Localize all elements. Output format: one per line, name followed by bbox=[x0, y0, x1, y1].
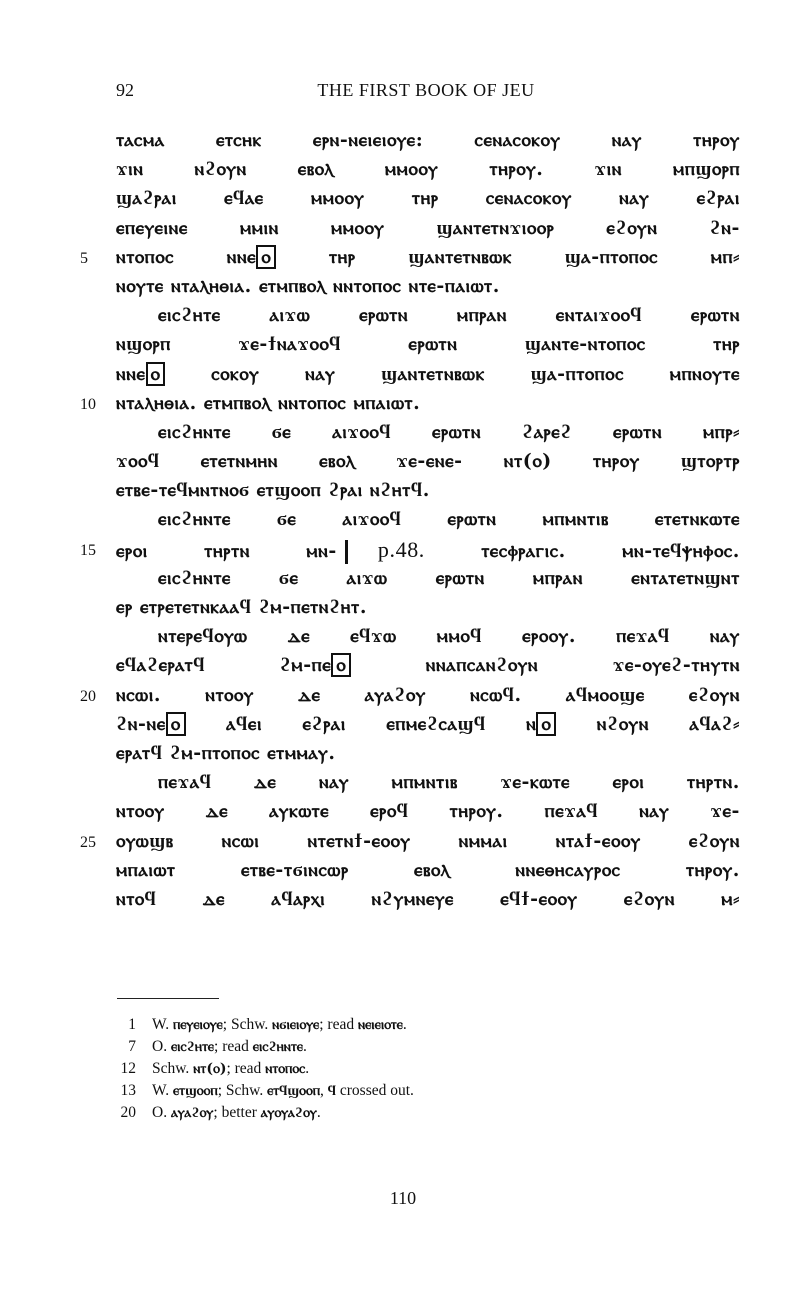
line-text bbox=[116, 651, 740, 680]
footnote-line-ref: 7 bbox=[128, 1038, 136, 1055]
line-number: 15 bbox=[80, 541, 96, 559]
text-line bbox=[80, 243, 740, 272]
text-line bbox=[80, 622, 740, 651]
coptic-variant: ⲉⲓⲥϩⲏⲛⲧⲉ bbox=[252, 1039, 303, 1055]
line-text: ⲙⲡⲁⲓⲱⲧ ⲉⲧⲃⲉ-ⲧϭⲓⲛⲥⲱⲣ ⲉⲃⲟⲗ ⲛⲛⲉⲑⲏⲥⲁⲩⲣⲟⲥ ⲧⲏⲣⲟⲩ. bbox=[116, 858, 740, 881]
footnote bbox=[110, 1080, 670, 1102]
coptic-variant: ⲉⲧϥϣⲟⲟⲡ bbox=[267, 1083, 321, 1099]
line-text: ⲛⲧⲟⲟⲩ ⲇⲉ ⲁⲩⲕⲱⲧⲉ ⲉⲣⲟϥ ⲧⲏⲣⲟⲩ. ⲡⲉϫⲁϥ ⲛⲁⲩ ϫⲉ- bbox=[116, 800, 740, 823]
manuscript-page-reference: p.48. bbox=[377, 536, 425, 562]
footnote-line-ref: 12 bbox=[120, 1060, 136, 1077]
line-text: ⲉⲓⲥϩⲏⲛⲧⲉ ϭⲉ ⲁⲓϫⲟⲟϥ ⲉⲣⲱⲧⲛ ⲙⲡⲙⲛⲧⲓⲃ ⲉⲧⲉⲧⲛⲕⲱⲧⲉ bbox=[158, 508, 740, 531]
line-segment: ⲉϥⲁϩⲉⲣⲁⲧϥ ϩⲙ-ⲡⲉ bbox=[116, 654, 332, 677]
footnote-line-ref: 1 bbox=[128, 1016, 136, 1033]
text-line bbox=[80, 564, 740, 593]
line-text: ⲉⲓⲥϩⲏⲧⲉ ⲁⲓϫⲱ ⲉⲣⲱⲧⲛ ⲙⲡⲣⲁⲛ ⲉⲛⲧⲁⲓϫⲟⲟϥ ⲉⲣⲱⲧⲛ bbox=[158, 304, 740, 327]
line-text: ⲡⲉϫⲁϥ ⲇⲉ ⲛⲁⲩ ⲙⲡⲙⲛⲧⲓⲃ ϫⲉ-ⲕⲱⲧⲉ ⲉⲣⲟⲓ ⲧⲏⲣⲧⲛ. bbox=[158, 771, 740, 794]
boxed-symbol: ⲟ bbox=[256, 245, 276, 269]
text-line bbox=[80, 535, 740, 564]
line-text: ⲉⲡⲉⲩⲉⲓⲛⲉ ⲙⲙⲓⲛ ⲙⲙⲟⲟⲩ ϣⲁⲛⲧⲉⲧⲛϫⲓⲟⲟⲣ ⲉϩⲟⲩⲛ ϩⲛ- bbox=[116, 216, 740, 239]
coptic-variant: ⲉⲓⲥϩⲏⲧⲉ bbox=[170, 1039, 215, 1055]
text-line bbox=[80, 827, 740, 856]
apparatus-text: ; read bbox=[214, 1038, 253, 1055]
text-line bbox=[80, 184, 740, 213]
line-segment: ⲛⲧⲟⲡⲟⲥ ⲛⲛⲉ bbox=[116, 245, 257, 268]
apparatus-text: , bbox=[320, 1082, 328, 1099]
footnote-rule bbox=[117, 998, 219, 999]
text-line bbox=[80, 885, 740, 914]
line-text bbox=[116, 360, 740, 389]
text-line bbox=[80, 710, 740, 739]
folio-number: 92 bbox=[116, 80, 134, 100]
text-line bbox=[80, 681, 740, 710]
line-text bbox=[116, 243, 740, 272]
line-text: ⲉⲣ ⲉⲧⲣⲉⲧⲉⲧⲛⲕⲁⲁϥ ϩⲙ-ⲡⲉⲧⲛϩⲏⲧ. bbox=[116, 596, 368, 618]
line-text: ⲛⲟⲩⲧⲉ ⲛⲧⲁⲗⲏⲑⲓⲁ. ⲉⲧⲙⲡⲃⲟⲗ ⲛⲛⲧⲟⲡⲟⲥ ⲛⲧⲉ-ⲡⲁⲓⲱⲧ. bbox=[116, 274, 500, 297]
text-line bbox=[80, 593, 740, 622]
apparatus-text: . bbox=[305, 1060, 310, 1077]
line-text: ϫⲓⲛ ⲛϩⲟⲩⲛ ⲉⲃⲟⲗ ⲙⲙⲟⲟⲩ ⲧⲏⲣⲟⲩ. ϫⲓⲛ ⲙⲡϣⲟⲣⲡ bbox=[116, 158, 740, 181]
text-line bbox=[80, 330, 740, 359]
text-line bbox=[80, 272, 740, 301]
footnote bbox=[110, 1036, 670, 1058]
text-line bbox=[80, 418, 740, 447]
coptic-variant: ⲡⲉⲩⲉⲓⲟⲩⲉ bbox=[172, 1017, 223, 1033]
boxed-symbol: ⲟ bbox=[536, 712, 556, 736]
boxed-symbol: ⲟ bbox=[146, 362, 166, 386]
page-number: 110 bbox=[389, 1188, 417, 1208]
footnote-text bbox=[152, 1014, 407, 1036]
footnote bbox=[110, 1102, 670, 1124]
coptic-variant: ⲛⲧⲟⲡⲟⲥ bbox=[265, 1061, 306, 1077]
apparatus-text: ; Schw. bbox=[217, 1082, 268, 1099]
text-line bbox=[80, 360, 740, 389]
apparatus-text: O. bbox=[152, 1038, 171, 1055]
line-text: ⲉⲧⲃⲉ-ⲧⲉϥⲙⲛⲧⲛⲟϭ ⲉⲧϣⲟⲟⲡ ϩⲣⲁⲓ ⲛϩⲏⲧϥ. bbox=[116, 479, 430, 502]
text-line bbox=[80, 768, 740, 797]
boxed-symbol: ⲟ bbox=[331, 653, 351, 677]
text-line bbox=[80, 651, 740, 680]
line-segment: ⲉⲣⲟⲓ ⲧⲏⲣⲧⲛ ⲙⲛ- bbox=[116, 539, 337, 562]
line-segment: ⲧⲏⲣ ϣⲁⲛⲧⲉⲧⲛⲃⲱⲕ ϣⲁ-ⲡⲧⲟⲡⲟⲥ ⲙⲡ⸗ bbox=[276, 245, 741, 268]
text-line bbox=[80, 214, 740, 243]
line-number: 20 bbox=[80, 687, 96, 705]
text-line bbox=[80, 476, 740, 505]
line-text bbox=[116, 710, 740, 739]
text-line bbox=[80, 155, 740, 184]
line-text bbox=[116, 535, 740, 566]
footnote-text bbox=[152, 1058, 309, 1080]
text-line bbox=[80, 739, 740, 768]
text-line bbox=[80, 856, 740, 885]
footnote-line-ref: 13 bbox=[120, 1082, 136, 1099]
line-text: ⲉⲣⲁⲧϥ ϩⲙ-ⲡⲧⲟⲡⲟⲥ ⲉⲧⲙⲙⲁⲩ. bbox=[116, 741, 336, 764]
coptic-variant: ⲁⲩⲁϩⲟⲩ bbox=[170, 1105, 214, 1121]
footnotes bbox=[110, 1014, 670, 1124]
footnote-line-ref: 20 bbox=[120, 1104, 136, 1121]
text-line bbox=[80, 447, 740, 476]
apparatus-text: ; better bbox=[213, 1104, 261, 1121]
apparatus-text: . bbox=[402, 1016, 407, 1033]
line-text: ⲟⲩⲱϣⲃ ⲛⲥⲱⲓ ⲛⲧⲉⲧⲛϯ-ⲉⲟⲟⲩ ⲛⲙⲙⲁⲓ ⲛⲧⲁϯ-ⲉⲟⲟⲩ ⲉϩⲟⲩⲛ bbox=[116, 829, 740, 852]
line-number: 10 bbox=[80, 395, 96, 413]
footnote bbox=[110, 1014, 670, 1036]
running-head bbox=[116, 80, 736, 108]
text-line bbox=[80, 797, 740, 826]
line-text: ⲛϣⲟⲣⲡ ϫⲉ-ϯⲛⲁϫⲟⲟϥ ⲉⲣⲱⲧⲛ ϣⲁⲛⲧⲉ-ⲛⲧⲟⲡⲟⲥ ⲧⲏⲣ bbox=[116, 333, 740, 356]
text-line bbox=[80, 505, 740, 534]
line-text: ⲛⲧⲁⲗⲏⲑⲓⲁ. ⲉⲧⲙⲡⲃⲟⲗ ⲛⲛⲧⲟⲡⲟⲥ ⲙⲡⲁⲓⲱⲧ. bbox=[116, 391, 421, 414]
text-line bbox=[80, 389, 740, 418]
footnote bbox=[110, 1058, 670, 1080]
apparatus-text: W. bbox=[152, 1016, 173, 1033]
line-segment: ⲛϩⲟⲩⲛ ⲁϥⲁϩ⸗ bbox=[556, 712, 740, 735]
coptic-variant: ⲛⲉⲓⲉⲓⲟⲧⲉ bbox=[357, 1017, 403, 1033]
line-segment: ϩⲛ-ⲛⲉ bbox=[116, 712, 166, 735]
line-segment: ⲥⲟⲕⲟⲩ ⲛⲁⲩ ϣⲁⲛⲧⲉⲧⲛⲃⲱⲕ ϣⲁ-ⲡⲧⲟⲡⲟⲥ ⲙⲡⲛⲟⲩⲧⲉ bbox=[165, 362, 740, 385]
line-text: ⲛⲧⲉⲣⲉϥⲟⲩⲱ ⲇⲉ ⲉϥϫⲱ ⲙⲙⲟϥ ⲉⲣⲟⲟⲩ. ⲡⲉϫⲁϥ ⲛⲁⲩ bbox=[158, 625, 740, 648]
apparatus-text: . bbox=[316, 1104, 321, 1121]
coptic-variant: ⲉⲧϣⲟⲟⲡ bbox=[172, 1083, 218, 1099]
page-break-marker bbox=[345, 540, 348, 564]
line-text: ϫⲟⲟϥ ⲉⲧⲉⲧⲛⲙⲏⲛ ⲉⲃⲟⲗ ϫⲉ-ⲉⲛⲉ- ⲛⲧ(ⲟ) ⲧⲏⲣⲟⲩ ϣⲧⲟⲣⲧⲣ bbox=[116, 450, 740, 473]
line-text: ⲉⲓⲥϩⲏⲛⲧⲉ ϭⲉ ⲁⲓϫⲱ ⲉⲣⲱⲧⲛ ⲙⲡⲣⲁⲛ ⲉⲛⲧⲁⲧⲉⲧⲛϣⲛⲧ bbox=[158, 566, 740, 589]
boxed-symbol: ⲟ bbox=[166, 712, 186, 736]
footnote-text bbox=[152, 1080, 414, 1102]
apparatus-text: O. bbox=[152, 1104, 171, 1121]
line-segment: ⲛⲛⲁⲡⲥⲁⲛϩⲟⲩⲛ ϫⲉ-ⲟⲩⲉϩ-ⲧⲏⲩⲧⲛ bbox=[351, 654, 741, 677]
line-segment: ⲁϥⲉⲓ ⲉϩⲣⲁⲓ ⲉⲡⲙⲉϩⲥⲁϣϥ ⲛ bbox=[185, 712, 537, 735]
line-text: ⲛⲥⲱⲓ. ⲛⲧⲟⲟⲩ ⲇⲉ ⲁⲩⲁϩⲟⲩ ⲛⲥⲱϥ. ⲁϥⲙⲟⲟϣⲉ ⲉϩⲟⲩⲛ bbox=[116, 683, 740, 706]
coptic-variant: ⲛⲧ(ⲟ) bbox=[193, 1061, 227, 1077]
apparatus-text: crossed out. bbox=[336, 1082, 414, 1099]
line-number: 25 bbox=[80, 833, 96, 851]
line-segment: ⲛⲛⲉ bbox=[116, 362, 146, 385]
book-title: THE FIRST BOOK OF JEU bbox=[317, 80, 535, 100]
line-text: ⲧⲁⲥⲙⲁ ⲉⲧⲥⲏⲕ ⲉⲣⲛ-ⲛⲉⲓⲉⲓⲟⲩⲉ: ⲥⲉⲛⲁⲥⲟⲕⲟⲩ ⲛⲁⲩ ⲧⲏⲣⲟⲩ bbox=[116, 129, 740, 151]
coptic-variant: ⲛϭⲓⲉⲓⲟⲩⲉ bbox=[272, 1017, 320, 1033]
apparatus-text: . bbox=[302, 1038, 307, 1055]
footnote-text bbox=[152, 1102, 321, 1124]
text-line bbox=[80, 301, 740, 330]
apparatus-text: ; Schw. bbox=[222, 1016, 273, 1033]
footnote-text bbox=[152, 1036, 307, 1058]
line-segment: ⲧⲉⲥⲫⲣⲁⲅⲓⲥ. ⲙⲛ-ⲧⲉϥⲯⲏⲫⲟⲥ. bbox=[424, 539, 740, 562]
line-text: ⲉⲓⲥϩⲏⲛⲧⲉ ϭⲉ ⲁⲓϫⲟⲟϥ ⲉⲣⲱⲧⲛ ϩⲁⲣⲉϩ ⲉⲣⲱⲧⲛ ⲙⲡⲣ⸗ bbox=[158, 420, 740, 443]
coptic-variant: ⲁⲩⲟⲩⲁϩⲟⲩ bbox=[260, 1105, 317, 1121]
coptic-variant: ϥ bbox=[327, 1083, 336, 1099]
line-number: 5 bbox=[80, 249, 88, 267]
line-text: ϣⲁϩⲣⲁⲓ ⲉϥⲁⲉ ⲙⲙⲟⲟⲩ ⲧⲏⲣ ⲥⲉⲛⲁⲥⲟⲕⲟⲩ ⲛⲁⲩ ⲉϩⲣⲁⲓ bbox=[116, 187, 740, 210]
apparatus-text: ; read bbox=[319, 1016, 358, 1033]
apparatus-text: W. bbox=[152, 1082, 173, 1099]
line-text: ⲛⲧⲟϥ ⲇⲉ ⲁϥⲁⲣⲭⲓ ⲛϩⲩⲙⲛⲉⲩⲉ ⲉϥϯ-ⲉⲟⲟⲩ ⲉϩⲟⲩⲛ ⲙ⸗ bbox=[116, 887, 740, 910]
apparatus-text: ; read bbox=[226, 1060, 266, 1077]
coptic-text-body bbox=[80, 126, 740, 914]
text-line bbox=[80, 126, 740, 155]
apparatus-text: Schw. bbox=[152, 1060, 194, 1077]
